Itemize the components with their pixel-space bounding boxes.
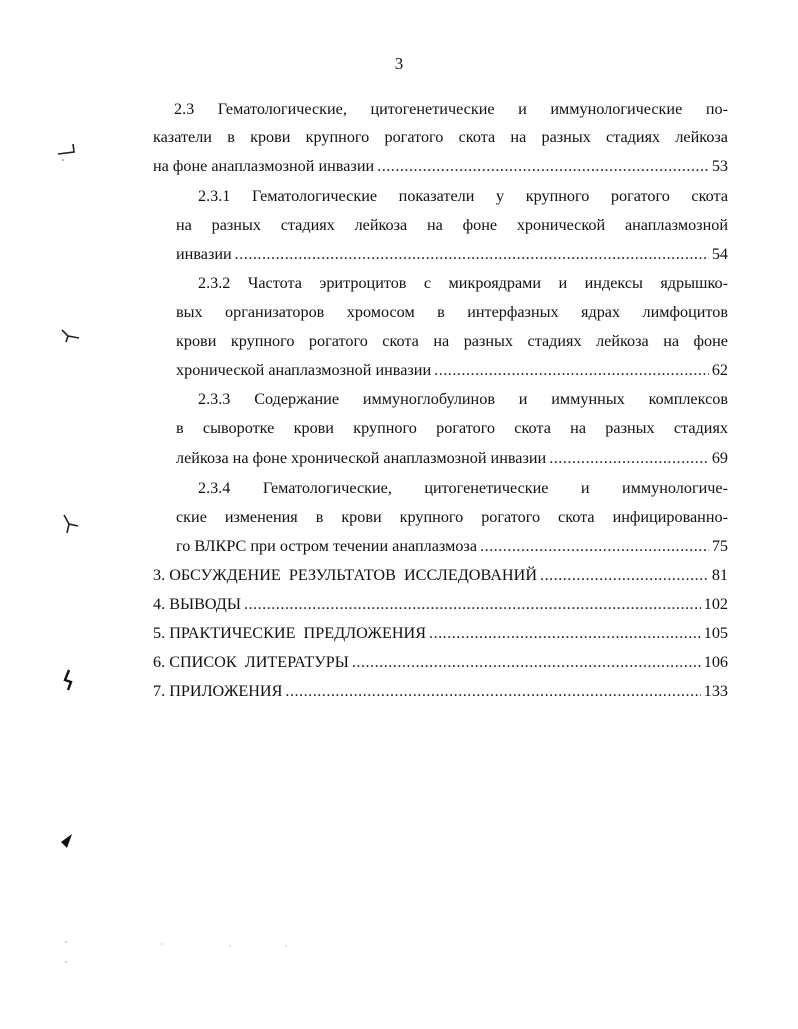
leader-dots <box>540 564 709 586</box>
page-number: 3 <box>394 54 404 73</box>
toc-2-3-line-2: казатели в крови крупного рогатого скота на разных стадиях лейкоза <box>153 128 728 146</box>
leader-dots <box>549 447 709 469</box>
scan-artifact-mark <box>60 668 76 694</box>
toc-entry-2-3-3[interactable] <box>176 447 728 469</box>
toc-2-3-3-line-1: 2.3.3 Содержание иммуноглобулинов и иммунных комплексов <box>198 390 728 408</box>
leader-dots <box>480 535 709 557</box>
leader-dots <box>429 622 701 644</box>
toc-2-3-3-last-line: лейкоза на фоне хронической анаплазмозной инвазии <box>176 449 547 467</box>
leader-dots <box>352 651 701 673</box>
toc-2-3-2-line-3: крови крупного рогатого скота на разных стадиях лейкоза на фоне <box>176 332 728 350</box>
toc-chapter-6-title: 6. СПИСОК ЛИТЕРАТУРЫ <box>153 653 349 671</box>
toc-chapter-7-page: 133 <box>703 682 728 700</box>
toc-2-3-3-line-2: в сыворотке крови крупного рогатого скота на разных стадиях <box>176 419 728 437</box>
toc-chapter-3-title: 3. ОБСУЖДЕНИЕ РЕЗУЛЬТАТОВ ИССЛЕДОВАНИЙ <box>153 566 538 584</box>
leader-dots <box>244 593 701 615</box>
scan-artifact-mark <box>60 512 82 536</box>
scan-artifact-mark <box>60 326 82 346</box>
toc-chapter-6-page: 106 <box>703 653 728 671</box>
toc-chapter-4-title: 4. ВЫВОДЫ <box>153 595 241 613</box>
toc-2-3-last-line: на фоне анаплазмозной инвазии <box>153 157 375 175</box>
toc-entry-2-3[interactable] <box>153 155 728 177</box>
toc-2-3-page: 53 <box>711 157 728 175</box>
leader-dots <box>377 155 709 177</box>
toc-2-3-3-page: 69 <box>711 449 728 467</box>
toc-chapter-4[interactable] <box>153 593 728 615</box>
toc-2-3-1-line-1: 2.3.1 Гематологические показатели у крупного рогатого скота <box>198 187 728 205</box>
toc-chapter-7[interactable] <box>153 680 728 702</box>
leader-dots <box>434 359 709 381</box>
toc-2-3-2-last-line: хронической анаплазмозной инвазии <box>176 361 432 379</box>
toc-2-3-1-line-2: на разных стадиях лейкоза на фоне хронической анаплазмозной <box>176 216 728 234</box>
toc-chapter-5[interactable] <box>153 622 728 644</box>
toc-2-3-1-last-line: инвазии <box>176 245 232 263</box>
toc-2-3-1-page: 54 <box>711 245 728 263</box>
leader-dots <box>285 680 700 702</box>
toc-chapter-6[interactable] <box>153 651 728 673</box>
toc-2-3-2-page: 62 <box>711 361 728 379</box>
toc-2-3-4-line-2: ские изменения в крови крупного рогатого скота инфицированно- <box>176 508 728 526</box>
toc-2-3-4-last-line: го ВЛКРС при остром течении анаплазмоза <box>176 537 478 555</box>
toc-entry-2-3-4[interactable] <box>176 535 728 557</box>
toc-2-3-2-line-1: 2.3.2 Частота эритроцитов с микроядрами и индексы ядрышко- <box>198 274 728 292</box>
toc-2-3-2-line-2: вых организаторов хромосом в интерфазных ядрах лимфоцитов <box>176 303 728 321</box>
toc-2-3-4-line-1: 2.3.4 Гематологические, цитогенетические и иммунологиче- <box>198 479 728 497</box>
toc-2-3-4-page: 75 <box>711 537 728 555</box>
toc-chapter-7-title: 7. ПРИЛОЖЕНИЯ <box>153 682 283 700</box>
toc-chapter-5-title: 5. ПРАКТИЧЕСКИЕ ПРЕДЛОЖЕНИЯ <box>153 624 427 642</box>
toc-entry-2-3-1[interactable] <box>176 243 728 265</box>
toc-chapter-3[interactable] <box>153 564 728 586</box>
toc-chapter-5-page: 105 <box>703 624 728 642</box>
leader-dots <box>235 243 709 265</box>
toc-chapter-3-page: 81 <box>711 566 728 584</box>
scan-artifact-mark <box>58 830 76 852</box>
toc-chapter-4-page: 102 <box>703 595 728 613</box>
scan-artifact-mark <box>56 140 78 164</box>
toc-2-3-line-1: 2.3 Гематологические, цитогенетические и иммунологические по- <box>174 100 728 118</box>
toc-entry-2-3-2[interactable] <box>176 359 728 381</box>
scan-speckles <box>60 938 300 968</box>
